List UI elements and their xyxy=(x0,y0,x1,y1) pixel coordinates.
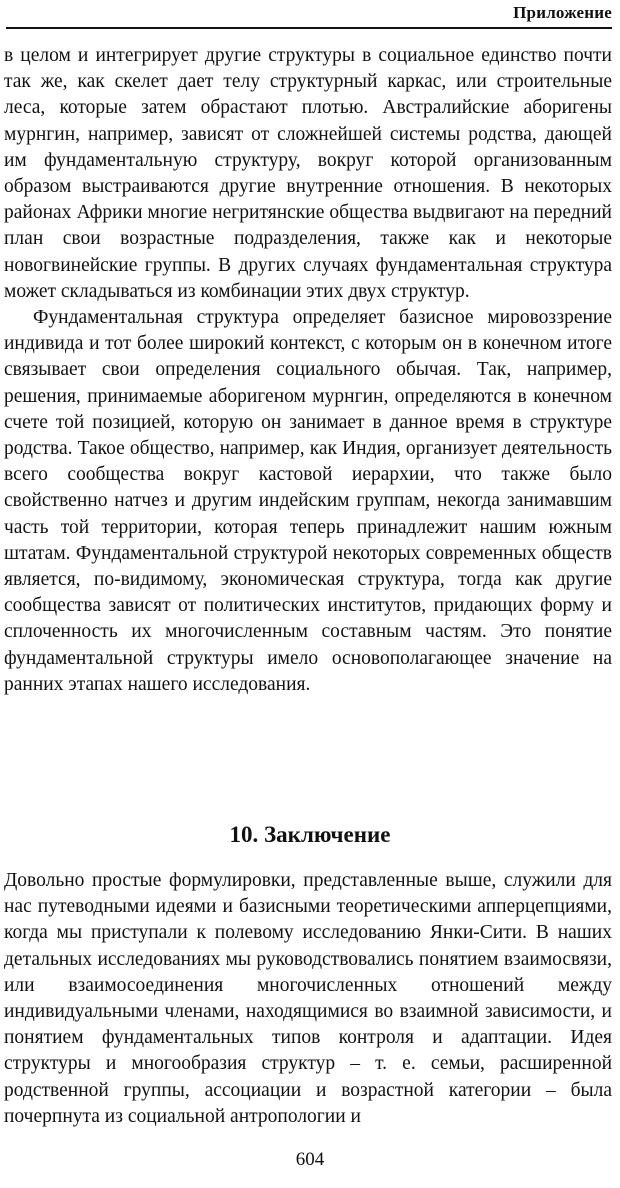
main-text-block xyxy=(4,43,612,698)
running-header: Приложение xyxy=(513,3,612,22)
section-text-block xyxy=(4,868,612,1130)
paragraph-conclusion: Довольно простые формулировки, представленные выше, служили для нас путеводными идеями и базисными теоретическими апперцепциями, когда мы приступали к полевому исследованию Янки-Сити. В наших детальных исследованиях мы руководствовались понятием взаимосвязи, или взаимосоединения многочисленных отношений между индивидуальными членами, находящимися во взаимной зависимости, и понятием фундаментальных типов контроля и адаптации. Идея структуры и многообразия структур – т. е. семьи, расширенной родственной группы, ассоциации и возрастной категории – была почерпнута из социальной антропологии и xyxy=(4,870,612,1127)
header-rule xyxy=(6,27,612,29)
paragraph-continued: в целом и интегрирует другие структуры в социальное единство почти так же, как скелет дает телу структурный каркас, или строительные леса, которые затем обрастают плотью. Австралийские аборигены мурнгин, например, зависят от сложнейшей системы родства, дающей им фундаментальную структуру, вокруг которой организованным образом выстраиваются другие внутренние отношения. В некоторых районах Африки многие негритянские общества выдвигают на передний план свои возрастные подразделения, также как и некоторые новогвинейские группы. В других случаях фундаментальная структура может складываться из комбинации этих двух структур. xyxy=(4,45,612,302)
page-number: 604 xyxy=(295,1149,325,1170)
paragraph-fundamental-structure: Фундаментальная структура определяет базисное мировоззрение индивида и тот более широкий контекст, с которым он в конечном итоге связывает свои определения социального обычая. Так, например, решения, принимаемые аборигеном мурнгин, определяются в конечном счете той позицией, которую он занимает в данное время в структуре родства. Такое общество, например, как Индия, организует деятельность всего сообщества вокруг кастовой иерархии, что также было свойственно натчез и другим индейским группам, некогда занимавшим часть той территории, которая теперь принадлежит нашим южным штатам. Фундаментальной структурой некоторых современных обществ является, по-видимому, экономическая структура, тогда как другие сообщества зависят от политических институтов, придающих форму и сплоченность их многочисленным составным частям. Это понятие фундаментальной структуры имело основополагающее значение на ранних этапах нашего исследования. xyxy=(4,307,612,695)
section-heading: 10. Заключение xyxy=(229,822,391,847)
